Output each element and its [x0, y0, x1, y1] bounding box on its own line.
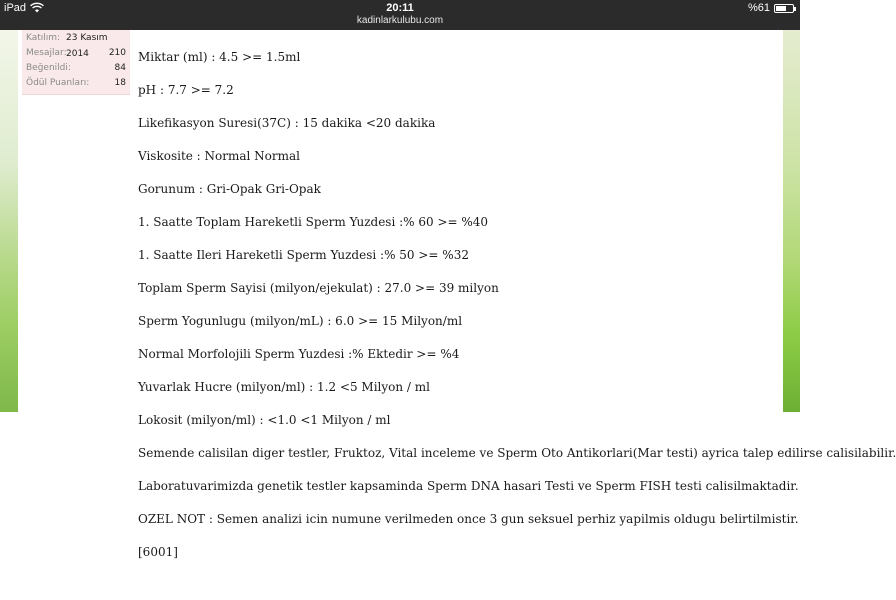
address-bar[interactable]: kadinlarkulubu.com [356, 15, 444, 26]
post-line: Normal Morfolojili Sperm Yuzdesi :% Ektedir >= %4 [138, 347, 460, 361]
user-info-label: Beğenildi: [26, 63, 71, 73]
clock: 20:11 [386, 2, 414, 14]
user-info-label: Ödül Puanları: [26, 78, 90, 88]
post-line: Semende calisilan diger testler, Fruktoz, Vital inceleme ve Sperm Oto Antikorlari(Mar testi) ayrica talep edilirse calisilabilir. [138, 446, 896, 460]
user-info-row-likes [22, 61, 130, 76]
battery-level [776, 6, 786, 11]
post-line: Likefikasyon Suresi(37C) : 15 dakika <20 dakika [138, 116, 436, 130]
user-info-value: 210 [108, 48, 126, 58]
post-line: Lokosit (milyon/ml) : <1.0 <1 Milyon / ml [138, 413, 391, 427]
post-line: Sperm Yogunlugu (milyon/mL) : 6.0 >= 15 Milyon/ml [138, 314, 463, 328]
battery-percent: %61 [747, 2, 770, 14]
background-image-left [0, 30, 18, 412]
battery-icon [774, 4, 794, 13]
user-info-value: 84 [114, 63, 126, 73]
post-line: Miktar (ml) : 4.5 >= 1.5ml [138, 50, 301, 64]
post-line: Yuvarlak Hucre (milyon/ml) : 1.2 <5 Milyon / ml [138, 380, 430, 394]
post-line: pH : 7.7 >= 7.2 [138, 83, 234, 97]
post-body [138, 46, 896, 574]
user-info-value: 18 [114, 78, 126, 88]
ipad-status-bar [0, 0, 800, 30]
user-info-row-messages [22, 46, 130, 61]
user-info-panel [22, 30, 130, 95]
post-line: 1. Saatte Ileri Hareketli Sperm Yuzdesi :% 50 >= %32 [138, 248, 469, 262]
status-right [748, 2, 794, 14]
device-label: iPad [4, 2, 27, 14]
post-line: Gorunum : Gri-Opak Gri-Opak [138, 182, 321, 196]
post-line: Laboratuvarimizda genetik testler kapsaminda Sperm DNA hasari Testi ve Sperm FISH testi calisilmaktadir. [138, 479, 799, 493]
user-info-value: 23 Kasım 2014 [66, 33, 108, 59]
post-line: Viskosite : Normal Normal [138, 149, 301, 163]
post-line: Toplam Sperm Sayisi (milyon/ejekulat) : 27.0 >= 39 milyon [138, 281, 499, 295]
user-info-row-points [22, 76, 130, 91]
post-line: OZEL NOT : Semen analizi icin numune verilmeden once 3 gun seksuel perhiz yapilmis oldugu belirtilmistir. [138, 512, 799, 526]
post-line: [6001] [138, 545, 178, 559]
user-info-label: Katılım: [26, 33, 61, 43]
post-line: 1. Saatte Toplam Hareketli Sperm Yuzdesi :% 60 >= %40 [138, 215, 489, 229]
user-info-label: Mesajlar: [26, 48, 67, 58]
